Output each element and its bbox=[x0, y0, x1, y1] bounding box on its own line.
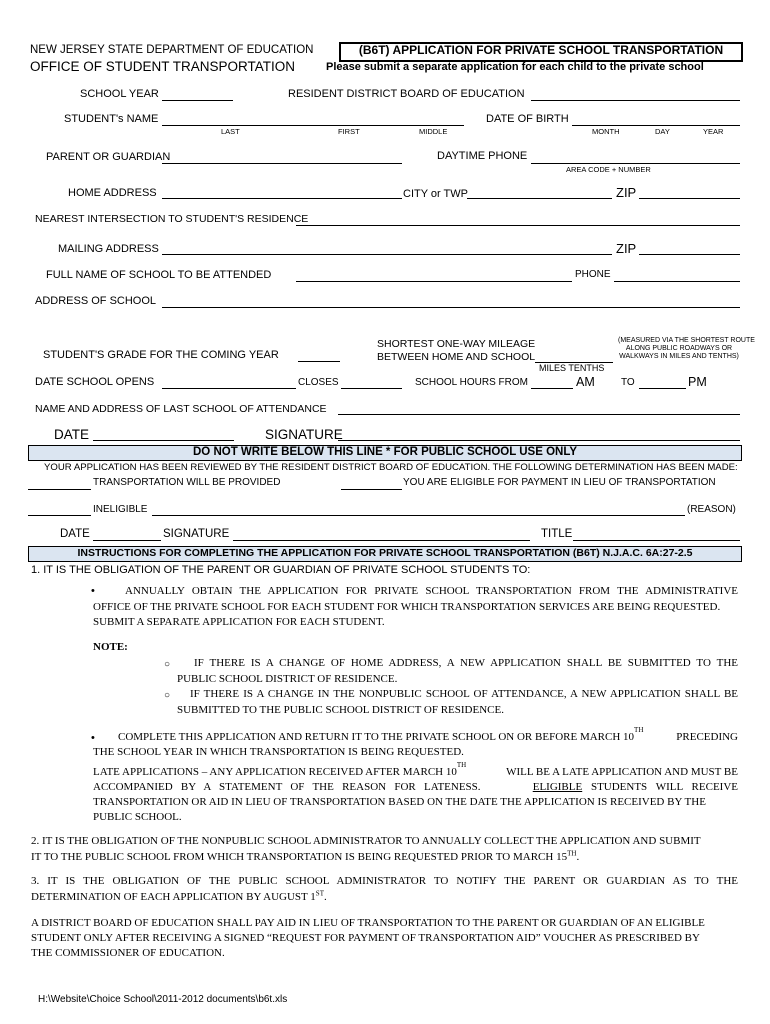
reason-label: (REASON) bbox=[687, 504, 736, 515]
aid-paragraph-line2: STUDENT ONLY AFTER RECEIVING A SIGNED “REQUEST FOR PAYMENT OF TRANSPORTATION AID” VOUCHER AS PRESCRIBED BY bbox=[31, 932, 700, 944]
item-3-end: . bbox=[323, 891, 327, 903]
instruction-bullet-2-line1 bbox=[118, 726, 738, 745]
closes-field[interactable] bbox=[341, 388, 402, 389]
mailing-address-field[interactable] bbox=[162, 254, 612, 255]
late-line2-text: ACCOMPANIED BY A STATEMENT OF THE REASON FOR LATENESS. bbox=[93, 781, 481, 793]
late-line2-tail: STUDENTS WILL RECEIVE bbox=[582, 781, 738, 793]
signature-field[interactable] bbox=[338, 440, 740, 441]
parent-guardian-label: PARENT OR GUARDIAN bbox=[46, 151, 171, 163]
instruction-bullet-2-line2: THE SCHOOL YEAR IN WHICH TRANSPORTATION IS BEING REQUESTED. bbox=[93, 746, 464, 758]
home-address-label: HOME ADDRESS bbox=[68, 187, 157, 199]
late-text: LATE APPLICATIONS – ANY APPLICATION RECEIVED AFTER MARCH 10 bbox=[93, 766, 457, 778]
late-text-end: WILL BE A LATE APPLICATION AND MUST BE bbox=[506, 766, 738, 778]
grade-label: STUDENT'S GRADE FOR THE COMING YEAR bbox=[43, 349, 279, 361]
form-subtitle: Please submit a separate application for each child to the private school bbox=[326, 61, 704, 73]
eligible-aid-field[interactable] bbox=[341, 489, 402, 490]
note-1-line2: PUBLIC SCHOOL DISTRICT OF RESIDENCE. bbox=[177, 673, 398, 685]
measured-note-line2: ALONG PUBLIC ROADWAYS OR bbox=[625, 345, 733, 352]
day-caption: DAY bbox=[655, 127, 670, 136]
middle-name-caption: MIDDLE bbox=[419, 127, 448, 136]
year-caption: YEAR bbox=[703, 127, 724, 136]
office-title-label: TITLE bbox=[541, 528, 573, 540]
mileage-label-line1: SHORTEST ONE-WAY MILEAGE bbox=[377, 338, 536, 350]
late-applications-line3: TRANSPORTATION OR AID IN LIEU OF TRANSPORTATION BASED ON THE DATE THE APPLICATION IS RECEIVED BY THE bbox=[93, 796, 706, 808]
date-field[interactable] bbox=[93, 440, 234, 441]
school-phone-label: PHONE bbox=[575, 269, 611, 280]
parent-guardian-field[interactable] bbox=[162, 163, 402, 164]
st-superscript: ST bbox=[315, 889, 324, 898]
school-phone-field[interactable] bbox=[614, 281, 740, 282]
hours-to-field[interactable] bbox=[639, 388, 686, 389]
deadline-text: COMPLETE THIS APPLICATION AND RETURN IT TO THE PRIVATE SCHOOL ON OR BEFORE MARCH 10 bbox=[118, 731, 635, 743]
daytime-phone-label: DAYTIME PHONE bbox=[437, 150, 528, 162]
instruction-bullet-1-line1: ANNUALLY OBTAIN THE APPLICATION FOR PRIVATE SCHOOL TRANSPORTATION FROM THE ADMINISTRATIVE bbox=[125, 585, 738, 597]
instruction-bullet-1-line3: SUBMIT A SEPARATE APPLICATION FOR EACH STUDENT. bbox=[93, 616, 385, 628]
department-name: NEW JERSEY STATE DEPARTMENT OF EDUCATION bbox=[30, 44, 314, 56]
closes-label: CLOSES bbox=[298, 377, 339, 388]
review-statement: YOUR APPLICATION HAS BEEN REVIEWED BY THE RESIDENT DISTRICT BOARD OF EDUCATION. THE FOLLOWING DETERMINATION HAS BEEN MADE: bbox=[44, 462, 738, 473]
bullet-icon: • bbox=[91, 732, 95, 744]
school-hours-label: SCHOOL HOURS FROM bbox=[415, 377, 528, 388]
late-line2-end bbox=[533, 780, 738, 795]
mileage-label-line2: BETWEEN HOME AND SCHOOL bbox=[377, 351, 536, 363]
first-name-caption: FIRST bbox=[338, 127, 360, 136]
circle-bullet-icon: ○ bbox=[164, 690, 171, 701]
school-name-label: FULL NAME OF SCHOOL TO BE ATTENDED bbox=[46, 269, 272, 281]
office-signature-field[interactable] bbox=[233, 540, 530, 541]
city-field[interactable] bbox=[467, 198, 612, 199]
am-label: AM bbox=[576, 375, 595, 389]
nearest-intersection-label: NEAREST INTERSECTION TO STUDENT'S RESIDENCE bbox=[35, 213, 309, 225]
date-of-birth-label: DATE OF BIRTH bbox=[486, 113, 569, 125]
resident-district-label: RESIDENT DISTRICT BOARD OF EDUCATION bbox=[288, 88, 525, 100]
item-2-end: . bbox=[576, 851, 580, 863]
late-applications-line2 bbox=[93, 780, 738, 795]
instructions-heading: INSTRUCTIONS FOR COMPLETING THE APPLICATION FOR PRIVATE SCHOOL TRANSPORTATION (B6T) N.J.A.C. 6A:27-2.5 bbox=[77, 547, 693, 559]
instruction-item-2-line2 bbox=[31, 850, 579, 865]
measured-note-line1: (MEASURED VIA THE SHORTEST ROUTE bbox=[618, 337, 755, 344]
note-2-line2: SUBMITTED TO THE PUBLIC SCHOOL DISTRICT OF RESIDENCE. bbox=[177, 704, 504, 716]
eligible-aid-label: YOU ARE ELIGIBLE FOR PAYMENT IN LIEU OF TRANSPORTATION bbox=[403, 477, 716, 488]
school-year-label: SCHOOL YEAR bbox=[80, 88, 159, 100]
provided-field[interactable] bbox=[28, 489, 91, 490]
office-use-banner-text: DO NOT WRITE BELOW THIS LINE * FOR PUBLIC SCHOOL USE ONLY bbox=[193, 446, 577, 458]
last-school-label: NAME AND ADDRESS OF LAST SCHOOL OF ATTENDANCE bbox=[35, 403, 327, 415]
school-name-field[interactable] bbox=[296, 281, 572, 282]
hours-from-field[interactable] bbox=[531, 388, 573, 389]
date-label: DATE bbox=[54, 427, 90, 442]
student-name-label: STUDENT's NAME bbox=[64, 113, 159, 125]
office-name: OFFICE OF STUDENT TRANSPORTATION bbox=[30, 59, 296, 74]
bullet-icon: • bbox=[91, 585, 95, 597]
office-title-field[interactable] bbox=[573, 540, 740, 541]
ineligible-field[interactable] bbox=[28, 515, 91, 516]
circle-bullet-icon: ○ bbox=[164, 659, 171, 670]
office-signature-label: SIGNATURE bbox=[163, 528, 230, 540]
th-superscript: TH bbox=[456, 761, 467, 769]
city-label: CITY or TWP bbox=[403, 188, 468, 200]
late-applications-line1 bbox=[93, 761, 738, 780]
daytime-phone-field[interactable] bbox=[531, 163, 740, 164]
school-year-field[interactable] bbox=[162, 100, 233, 101]
th-superscript: TH bbox=[567, 849, 577, 858]
form-title: (B6T) APPLICATION FOR PRIVATE SCHOOL TRANSPORTATION bbox=[358, 43, 724, 57]
transportation-provided-label: TRANSPORTATION WILL BE PROVIDED bbox=[93, 477, 281, 488]
aid-paragraph-line3: THE COMMISSIONER OF EDUCATION. bbox=[31, 947, 225, 959]
date-opens-field[interactable] bbox=[162, 388, 296, 389]
office-date-label: DATE bbox=[60, 528, 90, 540]
office-date-field[interactable] bbox=[93, 540, 161, 541]
zip-field[interactable] bbox=[639, 198, 740, 199]
aid-paragraph-line1: A DISTRICT BOARD OF EDUCATION SHALL PAY AID IN LIEU OF TRANSPORTATION TO THE PARENT OR GUARDIAN OF AN ELIGIBLE bbox=[31, 917, 705, 929]
grade-field[interactable] bbox=[298, 361, 340, 362]
last-school-field[interactable] bbox=[338, 414, 740, 415]
instruction-item-3-line1: 3. IT IS THE OBLIGATION OF THE PUBLIC SCHOOL ADMINISTRATOR TO NOTIFY THE PARENT OR GUARDIAN AS TO THE bbox=[31, 875, 738, 887]
last-name-caption: LAST bbox=[221, 127, 240, 136]
measured-note-line3: WALKWAYS IN MILES AND TENTHS) bbox=[619, 353, 739, 360]
late-applications-line4: PUBLIC SCHOOL. bbox=[93, 811, 182, 823]
to-label: TO bbox=[621, 377, 635, 388]
ineligible-label: INELIGIBLE bbox=[93, 504, 148, 515]
instruction-item-1: 1. IT IS THE OBLIGATION OF THE PARENT OR GUARDIAN OF PRIVATE SCHOOL STUDENTS TO: bbox=[31, 564, 531, 576]
eligible-word: ELIGIBLE bbox=[532, 781, 583, 793]
nearest-intersection-field[interactable] bbox=[296, 225, 740, 226]
instruction-bullet-1-line2: OFFICE OF THE PRIVATE SCHOOL FOR EACH STUDENT FOR WHICH TRANSPORTATION SERVICES ARE BEING REQUESTED. bbox=[93, 601, 721, 613]
ineligible-reason-field[interactable] bbox=[152, 515, 685, 516]
home-address-field[interactable] bbox=[162, 198, 402, 199]
month-caption: MONTH bbox=[592, 127, 620, 136]
mailing-zip-field[interactable] bbox=[639, 254, 740, 255]
pm-label: PM bbox=[688, 375, 707, 389]
signature-label: SIGNATURE bbox=[265, 427, 343, 442]
footer-file-path: H:\Website\Choice School\2011-2012 documents\b6t.xls bbox=[38, 994, 288, 1005]
area-code-caption: AREA CODE + NUMBER bbox=[566, 165, 651, 174]
th-superscript: TH bbox=[634, 726, 644, 734]
school-address-label: ADDRESS OF SCHOOL bbox=[35, 295, 157, 307]
note-label: NOTE: bbox=[93, 641, 128, 653]
date-opens-label: DATE SCHOOL OPENS bbox=[35, 376, 155, 388]
mailing-zip-label: ZIP bbox=[616, 241, 637, 256]
instruction-item-3-line2 bbox=[31, 890, 327, 905]
item-3-text: DETERMINATION OF EACH APPLICATION BY AUGUST 1 bbox=[31, 891, 316, 903]
resident-district-field[interactable] bbox=[531, 100, 740, 101]
mailing-address-label: MAILING ADDRESS bbox=[58, 243, 159, 255]
note-2-line1: IF THERE IS A CHANGE IN THE NONPUBLIC SCHOOL OF ATTENDANCE, A NEW APPLICATION SHALL BE bbox=[190, 688, 738, 700]
instruction-item-2-line1: 2. IT IS THE OBLIGATION OF THE NONPUBLIC SCHOOL ADMINISTRATOR TO ANNUALLY COLLECT THE APPLICATION AND SUBMIT bbox=[31, 835, 701, 847]
miles-tenths-caption: MILES TENTHS bbox=[539, 363, 605, 373]
student-name-field[interactable] bbox=[162, 125, 464, 126]
preceding-text: PRECEDING bbox=[676, 731, 738, 743]
school-address-field[interactable] bbox=[162, 307, 740, 308]
note-1-line1: IF THERE IS A CHANGE OF HOME ADDRESS, A NEW APPLICATION SHALL BE SUBMITTED TO THE bbox=[194, 657, 738, 669]
item-2-text: IT TO THE PUBLIC SCHOOL FROM WHICH TRANSPORTATION IS BEING REQUESTED PRIOR TO MARCH 15 bbox=[31, 851, 568, 863]
zip-label: ZIP bbox=[616, 185, 637, 200]
date-of-birth-field[interactable] bbox=[572, 125, 740, 126]
